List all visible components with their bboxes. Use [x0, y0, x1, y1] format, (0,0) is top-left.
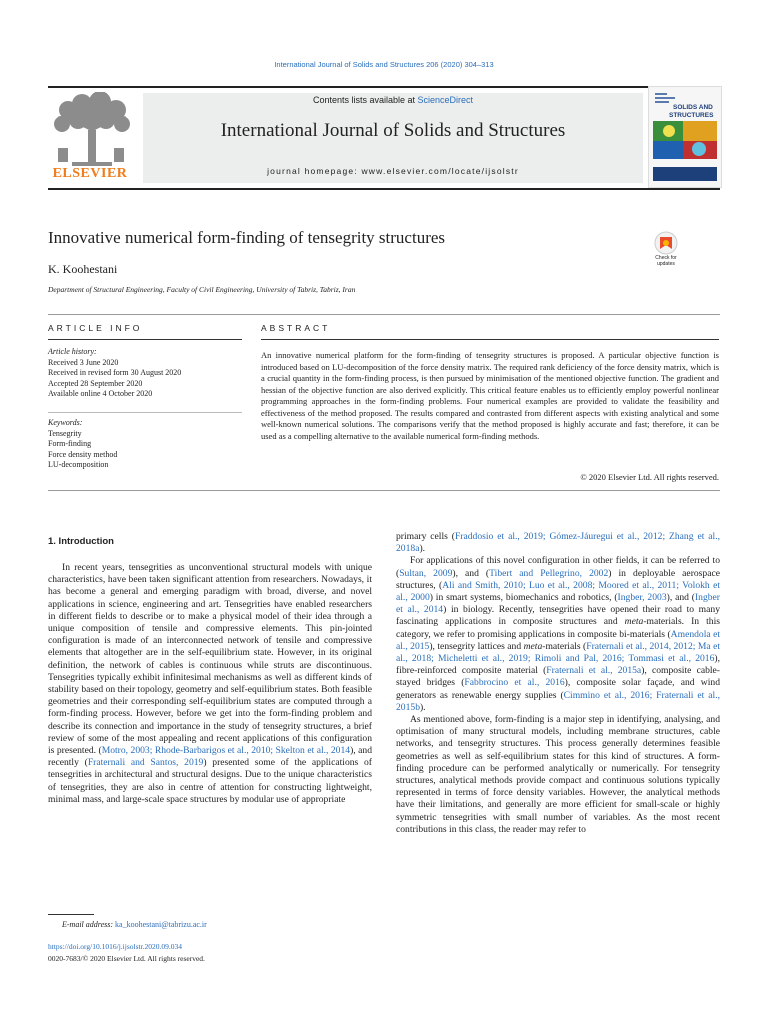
abstract-copyright: © 2020 Elsevier Ltd. All rights reserved.: [580, 472, 719, 482]
check-updates-line1: Check for: [655, 255, 677, 261]
citation-link[interactable]: Fabbrocino et al., 2016: [464, 677, 565, 689]
body-text: ).: [419, 543, 426, 555]
body-text: -materials. In this category, we refer to promising applications in composite bi-materials (: [396, 616, 720, 640]
body-text: ) in smart systems, biomechanics and robotics, (: [429, 592, 618, 604]
body-text: ), and (: [666, 592, 695, 604]
body-paragraph: [396, 555, 720, 714]
section-heading-introduction: 1. Introduction: [48, 536, 114, 547]
abstract-label: ABSTRACT: [261, 323, 331, 333]
author-affiliation: Department of Structural Engineering, Faculty of Civil Engineering, University of Tabriz, Tabriz, Iran: [48, 285, 356, 294]
email-label: E-mail address:: [62, 920, 116, 929]
email-link[interactable]: ka_koohestani@tabrizu.ac.ir: [115, 920, 207, 929]
body-text: ) in biology. Recently, tensegrities have opened their road to many fascinating applications in composite structures and: [396, 604, 720, 628]
contents-prefix: Contents lists available at: [312, 95, 418, 105]
author-email: [62, 920, 207, 929]
keywords-header: Keywords:: [48, 418, 83, 427]
history-item: Accepted 28 September 2020: [48, 378, 143, 388]
article-history-header: Article history:: [48, 347, 97, 356]
abstract-bottom-rule: [48, 490, 720, 491]
body-text: ), tensegrity lattices and: [429, 640, 524, 652]
italic-text: meta: [624, 616, 644, 628]
body-text: -materials (: [542, 640, 587, 652]
masthead: [48, 86, 720, 190]
body-paragraph: [396, 531, 720, 555]
citation-link[interactable]: Fraternali et al., 2015a: [546, 665, 642, 677]
citation-link[interactable]: Motro, 2003; Rhode-Barbarigos et al., 2010; Skelton et al., 2014: [101, 745, 351, 757]
masthead-bottom-rule: [48, 188, 720, 190]
citation-link[interactable]: Tibert and Pellegrino, 2002: [489, 567, 609, 579]
journal-name: International Journal of Solids and Structures: [220, 120, 566, 141]
body-column-right: [396, 531, 720, 836]
body-text: ) presented some of the applications of tensegrities in architectural and structural designs. Due to the unique characteristics of tensegrities, they are also in centre of attention for constructing lightweight, minimal mass, and large-scale space structures by modular use of appropriate: [48, 757, 372, 805]
journal-citation[interactable]: International Journal of Solids and Structures 206 (2020) 304–313: [274, 60, 494, 69]
footnote-rule: [48, 914, 94, 915]
keyword-item: Force density method: [48, 449, 118, 459]
keyword-item: Form-finding: [48, 439, 92, 448]
author-name: K. Koohestani: [48, 262, 118, 276]
body-text: ), and recently (: [48, 745, 372, 769]
citation-link[interactable]: Ingber, 2003: [617, 592, 667, 604]
issn-copyright: 0020-7683/© 2020 Elsevier Ltd. All rights reserved.: [48, 954, 205, 963]
keyword-item: Tensegrity: [48, 428, 82, 438]
keywords-rule: [48, 412, 242, 413]
italic-text: meta: [523, 640, 543, 652]
article-history: [48, 347, 242, 400]
citation-link[interactable]: Fraternali et al., 2014, 2012; Ma et al., 2018; Micheletti et al., 2019; Rimoli and Pal, 2016; Tommasi et al., 2016: [396, 640, 721, 665]
citation-link[interactable]: Ingber et al., 2014: [396, 592, 721, 616]
body-text: ), composite cable-stayed bridges (: [396, 665, 721, 689]
body-text: ).: [419, 701, 426, 713]
body-text: In recent years, tensegrities as unconventional structural models with unique characteristics, have been taken significant attention from researchers. Nowadays, it has become a general and emerging paradigm with broad, diverse, and novel applications in science, engineering and art. Tensegrities have enabled researchers in different fields to describe or to make a physical model of their idea through a unique composition of tensile and compressive elements. This pin-jointed configuration is made of an interconnected network of tensile and compressive elements that altogether are in the self-equilibrium state. However, in its original definition, the network of cables is continuous while struts are discontinuous. Tensegrities typically exhibit infinitesimal mechanisms as well as different kinds of stability based on their topology, geometry and self-equilibrium states. Both feasible geometries and their corresponding self-equilibrium states are computed through a form-finding process. However, before we get into the form-finding problem and describe its connection and importance in the study of tensegrity structures, a brief review of some of the most appealing and recent applications of this configuration is presented. (: [48, 562, 372, 757]
sciencedirect-link[interactable]: ScienceDirect: [417, 95, 474, 105]
article-info-label: ARTICLE INFO: [48, 323, 143, 333]
body-paragraph: [48, 562, 372, 806]
masthead-top-rule: [48, 86, 720, 88]
body-text: ), composite solar façade, and wind generators as renewable energy supplies (: [396, 677, 720, 701]
cover-title-line1: SOLIDS AND: [673, 104, 713, 111]
body-paragraph: [396, 714, 720, 836]
body-text: For applications of this novel configuration in other fields, it can be referred to (: [396, 555, 720, 579]
body-text: ), and (: [452, 567, 490, 579]
citation-link[interactable]: Ali and Smith, 2010; Luo et al., 2008; Moored et al., 2011; Volokh et al., 2000: [396, 579, 720, 604]
body-column-left: [48, 562, 372, 806]
contents-lists-line: [143, 95, 643, 105]
body-text: ) in deployable aerospace structures, (: [396, 567, 720, 591]
citation-link[interactable]: Amendola et al., 2015: [396, 628, 720, 652]
keyword-item: LU-decomposition: [48, 460, 109, 469]
elsevier-wordmark[interactable]: ELSEVIER: [52, 166, 128, 181]
history-item: Received 3 June 2020: [48, 357, 119, 367]
body-text: As mentioned above, form-finding is a major step in identifying, analysing, and optimisation of many structural models, including membrane structures, cable networks, and tensegrity structures. This process generally determines feasible geometries as well as self-equilibrium states for this kind of structures. A form-finding procedure can be performed analytically or numerically. For tensegrity structures, analytical methods provide compact and continuous solutions typically represented in terms of force density variables. However, the analytical methods have their limitations, and generally are more efficient for small-scale or highly symmetric tensegrities with small number of variables. As the most recent contributions in this class, the reader may refer to: [396, 714, 720, 835]
journal-homepage[interactable]: journal homepage: www.elsevier.com/locate/ijsolstr: [267, 166, 519, 176]
history-item: Available online 4 October 2020: [48, 389, 153, 398]
title-divider: [48, 314, 720, 315]
citation-link[interactable]: Sultan, 2009: [399, 567, 453, 579]
citation-link[interactable]: Cimmino et al., 2016; Fraternali et al., 2015b: [396, 689, 720, 713]
abstract-text: An innovative numerical platform for the form-finding of tensegrity structures is proposed. A particular objective function is introduced based on LU-decomposition of the force density matrix. The required rank deficiency of the force density matrix, which is a crucial quantity in the form-finding process, is then pursued by minimisation of the mentioned objective function. The gradient and hessian of the objective function are also derived explicitly. This critical feature enables us to efficiently employ powerful nonlinear programming approaches in the form-finding problems. Four numerical examples are provided to validate the feasibility and effectiveness of the method proposed. The results compared and contrasted from different aspects with existing analytical and some well-known numerical solutions. The comparisons verify that the method proposed is highly accurate and fast; therefore, it can be used as a compelling alternative to the available numerical form-finding methods.: [261, 350, 719, 441]
article-info-rule: [48, 339, 242, 340]
body-text: primary cells (: [396, 531, 455, 542]
masthead-center: [143, 93, 643, 183]
journal-cover-art: [649, 87, 721, 187]
citation-link[interactable]: Fraternali and Santos, 2019: [87, 757, 204, 769]
paper-title: Innovative numerical form-finding of tensegrity structures: [48, 228, 446, 247]
keywords-block: [48, 418, 242, 471]
body-text: ), fibre-reinforced composite material (: [396, 653, 720, 677]
journal-cover-image[interactable]: [648, 86, 722, 188]
abstract-rule: [261, 339, 719, 340]
check-for-updates-badge[interactable]: [649, 231, 683, 267]
cover-title-line2: STRUCTURES: [669, 112, 714, 119]
doi-link[interactable]: https://doi.org/10.1016/j.ijsolstr.2020.09.034: [48, 942, 183, 951]
check-updates-line2: updates: [657, 261, 675, 267]
history-item: Received in revised form 30 August 2020: [48, 368, 182, 377]
citation-link[interactable]: Fraddosio et al., 2019; Gómez-Jáuregui et al., 2012; Zhang et al., 2018a: [396, 531, 720, 555]
